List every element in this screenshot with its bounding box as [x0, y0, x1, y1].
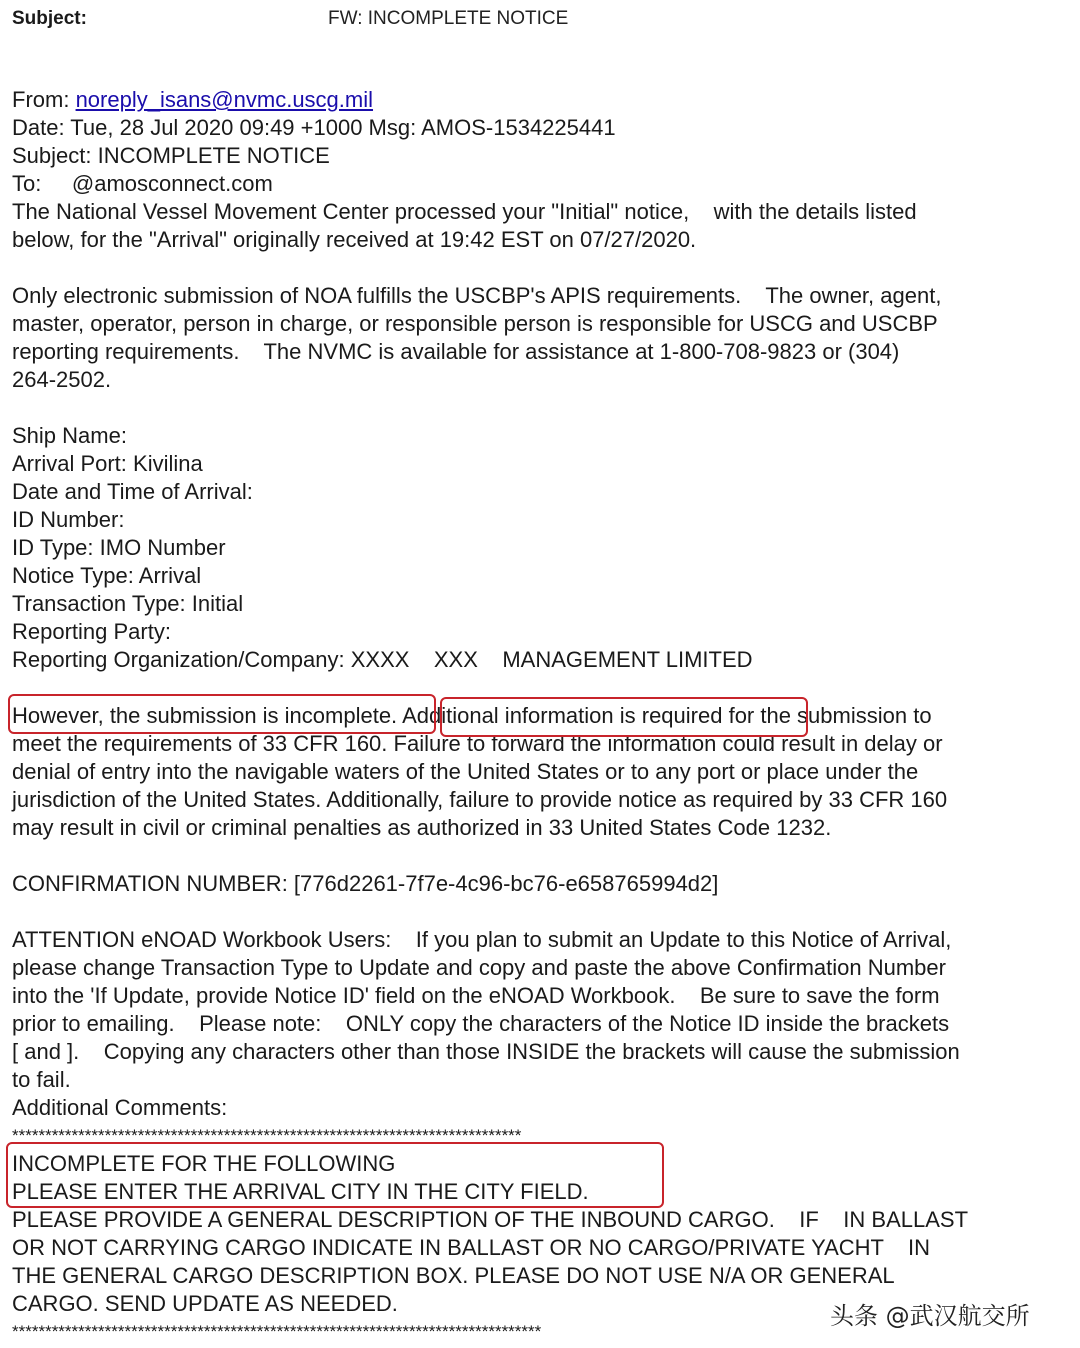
- incomplete-line: meet the requirements of 33 CFR 160. Failure to forward the information could result in delay or: [12, 731, 943, 756]
- attention-line: to fail.: [12, 1067, 71, 1092]
- requirements-line: reporting requirements. The NVMC is available for assistance at 1-800-708-9823 or (304): [12, 339, 900, 364]
- detail-reporting-party: Reporting Party:: [12, 619, 171, 644]
- email-body: [12, 86, 1072, 1346]
- detail-notice-type: Notice Type: Arrival: [12, 563, 202, 588]
- watermark: 头条 @武汉航交所: [830, 1302, 1030, 1330]
- incomplete-line: jurisdiction of the United States. Additionally, failure to provide notice as required by 33 CFR 160: [12, 787, 948, 812]
- detail-arrival-datetime: Date and Time of Arrival:: [12, 479, 253, 504]
- incomplete-line: However, the submission is incomplete. Additional information is required for the submission to: [12, 703, 932, 728]
- comment-line: PLEASE ENTER THE ARRIVAL CITY IN THE CITY FIELD.: [12, 1179, 589, 1204]
- subject-label: Subject:: [12, 8, 87, 29]
- attention-line: prior to emailing. Please note: ONLY copy the characters of the Notice ID inside the brackets: [12, 1011, 950, 1036]
- detail-arrival-port: Arrival Port: Kivilina: [12, 451, 203, 476]
- to-line: To: @amosconnect.com: [12, 171, 273, 196]
- attention-line: ATTENTION eNOAD Workbook Users: If you plan to submit an Update to this Notice of Arrival,: [12, 927, 952, 952]
- attention-line: into the 'If Update, provide Notice ID' field on the eNOAD Workbook. Be sure to save the form: [12, 983, 940, 1008]
- detail-reporting-org: Reporting Organization/Company: XXXX XXX MANAGEMENT LIMITED: [12, 647, 753, 672]
- intro-line: below, for the "Arrival" originally received at 19:42 EST on 07/27/2020.: [12, 227, 697, 252]
- from-address-link[interactable]: noreply_isans@nvmc.uscg.mil: [75, 87, 374, 112]
- comment-line: THE GENERAL CARGO DESCRIPTION BOX. PLEASE DO NOT USE N/A OR GENERAL: [12, 1263, 895, 1288]
- comment-line: INCOMPLETE FOR THE FOLLOWING: [12, 1151, 396, 1176]
- confirmation-number: CONFIRMATION NUMBER: [776d2261-7f7e-4c96-bc76-e658765994d2]: [12, 871, 719, 896]
- comment-line: PLEASE PROVIDE A GENERAL DESCRIPTION OF THE INBOUND CARGO. IF IN BALLAST: [12, 1207, 969, 1232]
- separator-stars: *****************************************************************************: [12, 1126, 522, 1145]
- comment-line: CARGO. SEND UPDATE AS NEEDED.: [12, 1291, 398, 1316]
- date-line: Date: Tue, 28 Jul 2020 09:49 +1000 Msg: AMOS-1534225441: [12, 115, 616, 140]
- detail-transaction-type: Transaction Type: Initial: [12, 591, 244, 616]
- detail-id-type: ID Type: IMO Number: [12, 535, 226, 560]
- comment-line: OR NOT CARRYING CARGO INDICATE IN BALLAST OR NO CARGO/PRIVATE YACHT IN: [12, 1235, 931, 1260]
- incomplete-line: denial of entry into the navigable waters of the United States or to any port or place under the: [12, 759, 919, 784]
- attention-line: [ and ]. Copying any characters other than those INSIDE the brackets will cause the submission: [12, 1039, 960, 1064]
- from-line: [12, 86, 1072, 114]
- incomplete-line: may result in civil or criminal penalties as authorized in 33 United States Code 1232.: [12, 815, 832, 840]
- subject-value: FW: INCOMPLETE NOTICE: [328, 8, 569, 29]
- separator-stars: ********************************************************************************: [12, 1322, 542, 1341]
- subject-line: Subject: INCOMPLETE NOTICE: [12, 143, 330, 168]
- requirements-line: 264-2502.: [12, 367, 112, 392]
- attention-line: please change Transaction Type to Update and copy and paste the above Confirmation Number: [12, 955, 946, 980]
- detail-id-number: ID Number:: [12, 507, 125, 532]
- from-label: From:: [12, 87, 76, 112]
- additional-comments-label: Additional Comments:: [12, 1095, 228, 1120]
- requirements-line: master, operator, person in charge, or responsible person is responsible for USCG and USCBP: [12, 311, 938, 336]
- subject-header: [0, 0, 1080, 44]
- intro-line: The National Vessel Movement Center processed your "Initial" notice, with the details listed: [12, 199, 917, 224]
- requirements-line: Only electronic submission of NOA fulfills the USCBP's APIS requirements. The owner, agent,: [12, 283, 942, 308]
- detail-ship-name: Ship Name:: [12, 423, 127, 448]
